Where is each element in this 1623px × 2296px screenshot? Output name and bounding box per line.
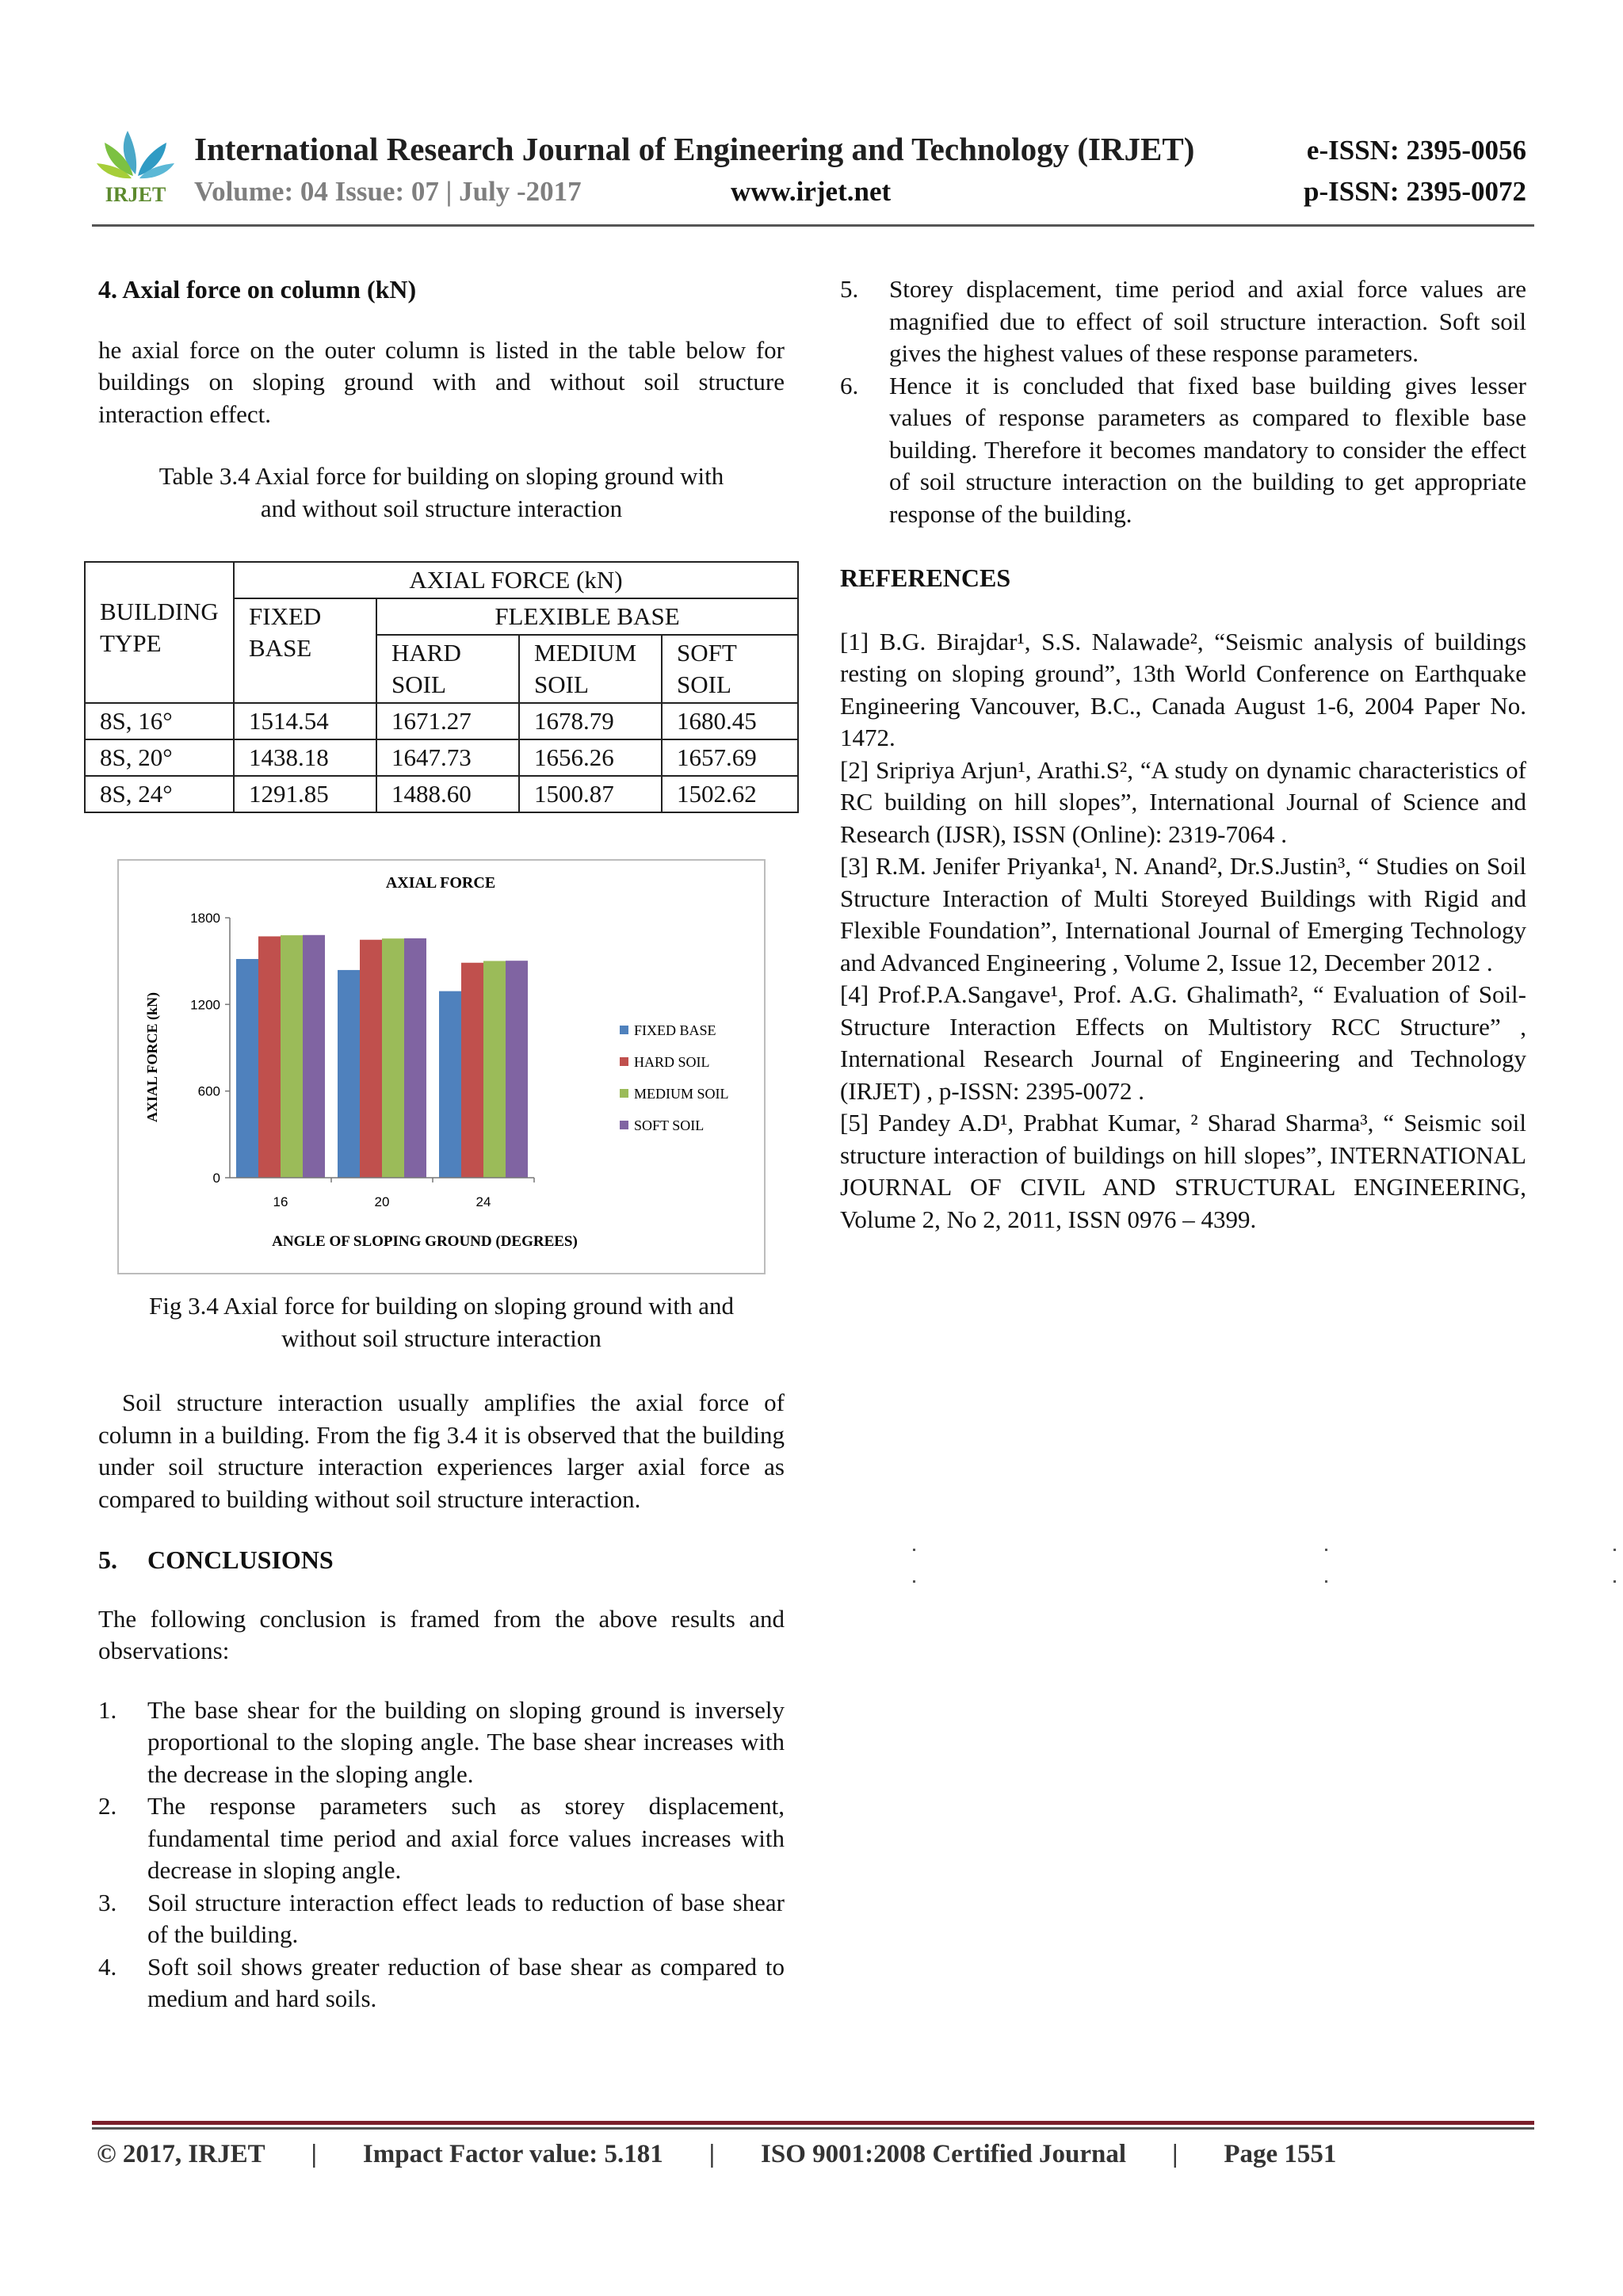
x-tick-label: 16 — [273, 1194, 288, 1209]
right-column — [840, 273, 1526, 1236]
chart-legend — [620, 1022, 729, 1133]
header-building-type: BUILDING TYPE — [85, 562, 234, 703]
header-soft-soil: SOFT SOIL — [662, 635, 798, 703]
bar-medium-soil-16 — [281, 935, 303, 1178]
legend-label: HARD SOIL — [634, 1054, 710, 1070]
axial-force-table — [84, 561, 799, 813]
legend-label: MEDIUM SOIL — [634, 1086, 729, 1102]
conclusion-intro: The following conclusion is framed from the above results and observations: — [98, 1604, 785, 1664]
legend-swatch — [620, 1057, 628, 1066]
list-item — [98, 1951, 785, 2015]
header-fixed-base: FIXED BASE — [234, 598, 376, 703]
table-cell: 1680.45 — [662, 703, 798, 739]
bar-fixed-base-24 — [439, 991, 461, 1178]
x-tick-label: 24 — [475, 1194, 491, 1209]
list-number: 1. — [98, 1695, 117, 1724]
y-tick-label: 600 — [197, 1083, 220, 1099]
table-cell: 1514.54 — [234, 703, 376, 739]
bar-fixed-base-20 — [338, 970, 360, 1178]
footer-page-number: Page 1551 — [1224, 2140, 1337, 2168]
legend-swatch — [620, 1089, 628, 1098]
footer-separator: | — [1172, 2140, 1178, 2168]
reference-item: [4] Prof.P.A.Sangave¹, Prof. A.G. Ghalimath², “ Evaluation of Soil-Structure Interaction Effects on Multistory RCC Structure” , International Research Journal of Engineering and Technology (IRJET) , p-ISSN: 2395-0072 . — [840, 980, 1526, 1105]
section-5-title: CONCLUSIONS — [147, 1545, 334, 1574]
list-item — [840, 370, 1526, 531]
journal-title: International Research Journal of Engineering and Technology (IRJET) — [194, 131, 1195, 167]
table-cell: 1657.69 — [662, 739, 798, 776]
table-cell: 1647.73 — [376, 739, 519, 776]
header-hard-soil: HARD SOIL — [376, 635, 519, 703]
chart-y-label: AXIAL FORCE (kN) — [144, 991, 160, 1123]
reference-item: [3] R.M. Jenifer Priyanka¹, N. Anand², Dr.S.Justin³, “ Studies on Soil Structure Interaction of Multi Storeyed Buildings with Rigid and Flexible Foundation”, International Journal of Emerging Technology and Advanced Engineering , Volume 2, Issue 12, December 2012 . — [840, 852, 1526, 976]
table-cell: 1291.85 — [234, 776, 376, 812]
list-item — [98, 1887, 785, 1951]
footer-divider — [92, 2127, 1534, 2130]
table-cell: 1656.26 — [519, 739, 662, 776]
bar-hard-soil-16 — [258, 936, 281, 1178]
chart-x-label: ANGLE OF SLOPING GROUND (DEGREES) — [272, 1233, 578, 1250]
section-4-heading — [98, 273, 785, 306]
header-medium-soil: MEDIUM SOIL — [519, 635, 662, 703]
bar-soft-soil-24 — [506, 961, 528, 1178]
stray-dot — [1613, 1549, 1616, 1551]
e-issn: e-ISSN: 2395-0056 — [1306, 135, 1526, 166]
header-flexible-base: FLEXIBLE BASE — [376, 598, 798, 635]
list-number: 2. — [98, 1792, 117, 1820]
header-axial-force: AXIAL FORCE (kN) — [234, 562, 798, 598]
p-issn: p-ISSN: 2395-0072 — [1303, 176, 1526, 207]
axial-force-chart — [117, 859, 766, 1274]
table-row — [85, 703, 798, 739]
figure-caption-line-1: Fig 3.4 Axial force for building on sloping ground with and — [149, 1292, 734, 1320]
ssi-paragraph: Soil structure interaction usually amplifies the axial force of column in a building. From the fig 3.4 it is observed that the building under soil structure interaction experiences larger axial force as compared to building without soil structure interaction. — [98, 1389, 785, 1513]
logo-text: IRJET — [105, 183, 166, 206]
list-text: The base shear for the building on sloping ground is inversely proportional to the sloping angle. The base shear increases with the decrease in the sloping angle. — [147, 1695, 785, 1788]
left-column-top — [98, 273, 785, 525]
header-divider — [92, 224, 1534, 227]
figure-caption — [98, 1290, 785, 1354]
y-tick-label: 1200 — [190, 997, 220, 1013]
list-item — [840, 273, 1526, 370]
section-4-title: . Axial force on column (kN) — [111, 275, 417, 304]
list-text: The response parameters such as storey displacement, fundamental time period and axial force values increases with decrease in sloping angle. — [147, 1792, 785, 1884]
list-number: 5. — [840, 275, 859, 303]
table-cell: 8S, 24° — [85, 776, 234, 812]
legend-swatch — [620, 1026, 628, 1034]
reference-item: [2] Sripriya Arjun¹, Arathi.S², “A study on dynamic characteristics of RC building on hill slopes”, International Journal of Science and Research (IJSR), ISSN (Online): 2319-7064 . — [840, 755, 1526, 848]
table-row — [85, 739, 798, 776]
bar-soft-soil-16 — [303, 935, 325, 1178]
references-heading: REFERENCES — [840, 563, 1011, 592]
stray-dot — [913, 1549, 915, 1551]
table-cell: 1678.79 — [519, 703, 662, 739]
footer-iso: ISO 9001:2008 Certified Journal — [761, 2140, 1127, 2168]
chart-bars — [236, 935, 528, 1178]
reference-item: [1] B.G. Birajdar¹, S.S. Nalawade², “Seismic analysis of buildings resting on sloping ground”, 13th World Conference on Earthquake Engineering Vancouver, B.C., Canada August 1-6, 2004 Paper No. 1472. — [840, 627, 1526, 751]
leaf-logo-icon — [97, 131, 174, 178]
table-cell: 8S, 20° — [85, 739, 234, 776]
y-tick-label: 1800 — [190, 911, 220, 926]
list-text: Soil structure interaction effect leads to reduction of base shear of the building. — [147, 1888, 785, 1948]
stray-dot — [1325, 1549, 1327, 1551]
table-cell: 1500.87 — [519, 776, 662, 812]
list-item — [98, 1790, 785, 1887]
footer-divider-red — [92, 2121, 1534, 2125]
section-5-number: 5. — [98, 1545, 117, 1574]
table-cell: 1671.27 — [376, 703, 519, 739]
bar-hard-soil-24 — [461, 963, 483, 1178]
footer — [97, 2140, 1336, 2169]
legend-label: SOFT SOIL — [634, 1117, 705, 1133]
conclusions-list-right — [840, 273, 1526, 530]
footer-separator: | — [708, 2140, 715, 2168]
y-tick-label: 0 — [212, 1171, 220, 1186]
footer-impact-factor: Impact Factor value: 5.181 — [362, 2140, 663, 2168]
irjet-logo — [92, 119, 179, 206]
conclusions-list-left — [98, 1694, 785, 2015]
list-text: Hence it is concluded that fixed base building gives lesser values of response parameters as compared to flexible base building. Therefore it becomes mandatory to consider the effect of soil structure interaction on the building to get appropriate response of the building. — [889, 371, 1526, 528]
list-number: 3. — [98, 1888, 117, 1916]
chart-title: AXIAL FORCE — [385, 874, 496, 892]
stray-dot — [913, 1580, 915, 1583]
left-column-bottom — [98, 1387, 785, 2015]
references-list — [840, 626, 1526, 1236]
table-cell: 1438.18 — [234, 739, 376, 776]
legend-label: FIXED BASE — [634, 1022, 716, 1038]
table-cell: 1502.62 — [662, 776, 798, 812]
legend-swatch — [620, 1121, 628, 1129]
list-item — [98, 1694, 785, 1791]
reference-item: [5] Pandey A.D¹, Prabhat Kumar, ² Sharad Sharma³, “ Seismic soil structure interaction of buildings on hill slopes”, INTERNATIONAL JOURNAL OF CIVIL AND STRUCTURAL ENGINEERING, Volume 2, No 2, 2011, ISSN 0976 – 4399. — [840, 1109, 1526, 1233]
chart-svg — [119, 861, 764, 1273]
list-text: Soft soil shows greater reduction of base shear as compared to medium and hard soils. — [147, 1952, 785, 2012]
section-4-number: 4 — [98, 275, 111, 304]
table-cell: 1488.60 — [376, 776, 519, 812]
bar-medium-soil-20 — [382, 938, 404, 1178]
table-cell: 8S, 16° — [85, 703, 234, 739]
stray-dot — [1325, 1580, 1327, 1583]
intro-paragraph: he axial force on the outer column is listed in the table below for buildings on sloping ground with and without soil structure interaction effect. — [98, 335, 785, 428]
bar-fixed-base-16 — [236, 959, 258, 1178]
bar-hard-soil-20 — [360, 940, 382, 1178]
table-row — [85, 776, 798, 812]
table-caption-line-1: Table 3.4 Axial force for building on sloping ground with — [158, 462, 724, 490]
bar-soft-soil-20 — [404, 938, 426, 1178]
table-caption — [98, 460, 785, 525]
figure-caption-line-2: without soil structure interaction — [281, 1324, 601, 1352]
list-number: 4. — [98, 1952, 117, 1981]
list-text: Storey displacement, time period and axial force values are magnified due to effect of soil structure interaction. Soft soil gives the highest values of these response parameters. — [889, 275, 1526, 367]
volume-issue: Volume: 04 Issue: 07 | July -2017 — [194, 176, 582, 207]
section-5-heading — [98, 1544, 785, 1576]
bar-medium-soil-24 — [483, 961, 506, 1178]
table-caption-line-2: and without soil structure interaction — [260, 494, 623, 522]
website-link[interactable]: www.irjet.net — [731, 176, 892, 207]
footer-separator: | — [311, 2140, 317, 2168]
list-number: 6. — [840, 371, 859, 399]
x-tick-label: 20 — [374, 1194, 390, 1209]
footer-copyright: © 2017, IRJET — [97, 2140, 265, 2168]
stray-dot — [1613, 1580, 1616, 1583]
